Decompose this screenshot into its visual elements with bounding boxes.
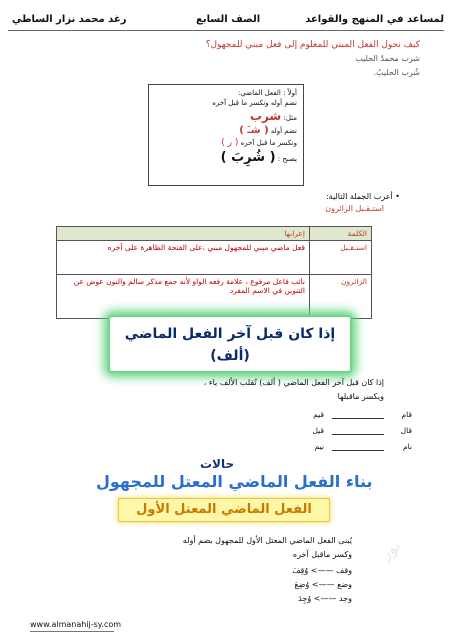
question: كيف نحول الفعل المبني للمعلوم إلى فعل مبني للمجهول؟ [205, 40, 420, 50]
banner-line1: إذا كان قبل آخر الفعل الماضي [124, 326, 336, 342]
footer-url[interactable]: www.almanahij-sy.com [30, 620, 122, 629]
conversion-row: وقف ——> وُقِفَ [292, 566, 352, 575]
conversion-to: وُجِدَ [298, 594, 312, 603]
rule3-line1: يُبنى الفعل الماضي المعتل الأول للمجهول بضم أوله [182, 536, 352, 545]
table-header-parse: إعرابها [57, 227, 310, 241]
table-cell-word: استـقـبل [310, 241, 372, 275]
conversion-to: وُضِعَ [294, 580, 310, 589]
header-grade: الصف السابع [196, 14, 261, 25]
rule-box [148, 84, 304, 186]
pair-line [332, 434, 384, 435]
watermark: نور [376, 535, 405, 564]
example-active: شرب محمدٌ الحليب [355, 54, 420, 63]
pair-from: قال [400, 426, 412, 435]
conversion-row: وضع ——> وُضِعَ [294, 580, 352, 589]
result-label: يصبح : [277, 155, 297, 163]
section-halat: حالات [200, 457, 235, 471]
example-passive: شُرب الحليبُ. [373, 68, 420, 77]
table-row [57, 241, 372, 275]
pair-from: نام [402, 442, 412, 451]
header-divider [8, 30, 444, 31]
step2-mark: ( ر ) [221, 138, 239, 148]
exercise-sentence: استـقـبل الزائرون [325, 204, 384, 213]
parse-table [56, 226, 372, 319]
pair-line [332, 450, 384, 451]
rule2-line1: إذا كان قبل آخر الفعل الماضي ( ألف) تُقلب الألف ياء ، [203, 378, 384, 387]
rule-box-line: نضم أوله ونكسر ما قبل آخره [212, 99, 297, 107]
pair-from: قام [401, 410, 412, 419]
rule-box-example [155, 109, 297, 123]
rule2-line2: ويكسر ماقبلها [337, 392, 384, 401]
conversion-to: وُقِفَ [292, 566, 309, 575]
step2-text: ونكسر ما قبل آخره [240, 139, 297, 147]
table-cell-parse: فعل ماضي مبني للمجهول مبني ،على الفتحة الظاهرة على آخره [57, 241, 310, 275]
banner-alef [108, 315, 352, 373]
table-cell-parse: نائب فاعل مرفوع ، علامة رفعه الواو لأنه جمع مذكر سالم والنون عوض عن التنوين في الاسم المفرد [57, 275, 310, 319]
rule-box-step1 [155, 125, 297, 136]
result-word: ( شُرِبَ ) [220, 150, 276, 165]
conversion-row: وجد ——> وُجِدَ [298, 594, 352, 603]
rule-box-step2 [155, 138, 297, 148]
footer-divider [30, 631, 114, 632]
table-row [57, 275, 372, 319]
rule-box-title: أولاً : الفعل الماضي: [237, 89, 297, 97]
banner-line2: (ألف) [210, 348, 250, 364]
pair-to: قيم [313, 410, 324, 419]
pair-line [332, 418, 384, 419]
rule-box-result [155, 150, 297, 165]
conversion-from: وضع [337, 580, 352, 589]
pair-to: نيم [314, 442, 324, 451]
section-subtitle: الفعل الماضي المعتل الأول [118, 498, 330, 522]
step1-text: نضم أوله [270, 127, 297, 135]
table-header-word: الكلمة [310, 227, 372, 241]
table-header-row [57, 227, 372, 241]
section-title: بناء الفعل الماضي المعتل للمجهول [96, 472, 373, 491]
header-teacher: رغد محمد نزار الساطي [12, 14, 127, 25]
conversion-from: وجد [338, 594, 352, 603]
example-word: شرب [249, 109, 282, 123]
conversion-from: وقف [336, 566, 352, 575]
table-cell-word: الزائرون [310, 275, 372, 319]
rule3-line2: وكسر ماقبل آخره [292, 550, 352, 559]
example-label: مثل: [283, 114, 297, 122]
header-subject: لمساعد في المنهج والقواعد [305, 14, 444, 25]
step1-mark: ( شـَ ) [239, 125, 269, 136]
pair-to: قيل [312, 426, 324, 435]
exercise-title: • أعرب الجملة التالية: [325, 192, 400, 201]
